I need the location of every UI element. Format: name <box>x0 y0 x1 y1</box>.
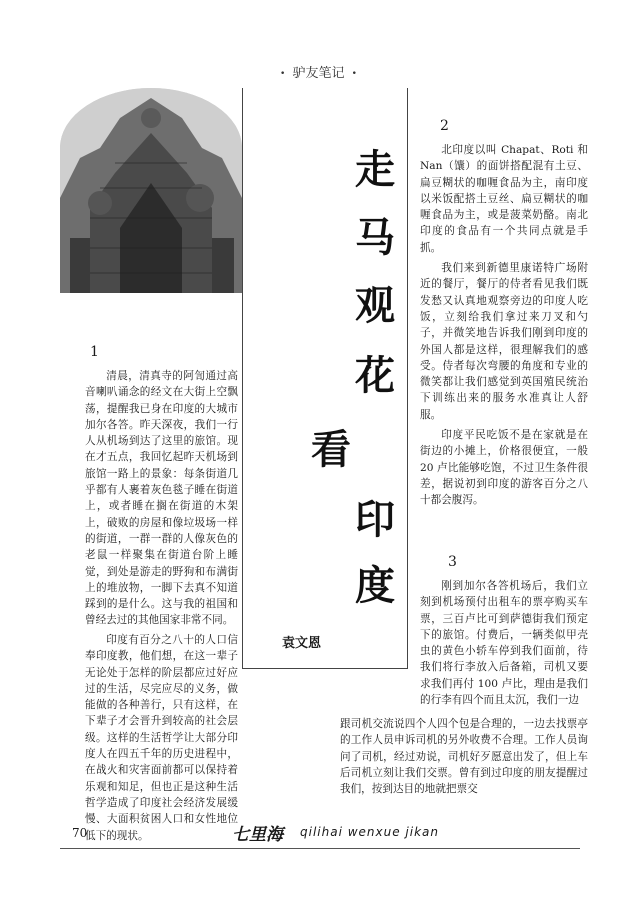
section3-text <box>420 578 588 708</box>
header-dot: • <box>351 68 357 79</box>
section-number: 3 <box>448 554 457 570</box>
title-char: 度 <box>355 563 395 609</box>
title-char: 走 <box>355 147 395 193</box>
title-char: 马 <box>355 215 395 261</box>
title-char: 印 <box>355 497 395 543</box>
paragraph: 跟司机交流说四个人四个包是合理的，一边去找票亭的工作人员申诉司机的另外收费不合理。工作人员询问了司机，经过劝说，司机好歹愿意出发了，但上车后司机立刻让我们交票。曾有到过印度的朋友提醒过我们，按到达目的地就把票交 <box>340 718 588 796</box>
title-panel <box>242 88 408 669</box>
title-char: 看 <box>311 427 351 473</box>
paragraph: 印度平民吃饭不是在家就是在街边的小摊上，价格很便宜，一般 20 卢比能够吃饱，不过卫生条件很差，据说初到印度的游客百分之八十都会腹泻。 <box>420 429 588 507</box>
section-number: 1 <box>90 344 99 360</box>
header-dot: • <box>280 68 286 79</box>
temple-photo <box>60 88 242 293</box>
temple-illustration <box>60 88 242 293</box>
section-number: 2 <box>440 118 449 134</box>
title-char: 观 <box>355 283 395 329</box>
paragraph: 清晨，清真寺的阿訇通过高音喇叭诵念的经文在大街上空飘荡，提醒我已身在印度的大城市加尔各答。昨天深夜，我们一行人从机场到达了这里的旅馆。现在才五点，我回忆起昨天机场到旅馆一路上的景象：每条街道几乎都有人裹着灰色毯子睡在街道上，或者睡在搁在街道的木架上，破败的房屋和像垃圾场一样的街道，一群一群的人像灰色的老鼠一样聚集在街道台阶上睡觉，到处是游走的野狗和布满街上的堆放物，一脚下去真不知道踩到的是什么。这与我的祖国和曾经去过的其他国家非常不同。 <box>85 370 238 627</box>
paragraph: 刚到加尔各答机场后，我们立刻到机场预付出租车的票亭购买车票，三百卢比可到萨德街我们预定下的旅馆。付费后，一辆类似甲壳虫的黄色小轿车停到我们面前，待我们将行李放入后备箱，司机又要求我们再付 100 卢比，理由是我们的行李有四个而且太沉，我们一边 <box>420 580 588 707</box>
title-char: 花 <box>355 353 395 399</box>
page-number: 70 <box>72 826 88 840</box>
section2-text <box>420 142 588 509</box>
magazine-logo: 七里海 <box>232 825 283 845</box>
column-label: 驴友笔记 <box>292 66 345 81</box>
paragraph: 北印度以叫 Chapat、Roti 和 Nan（馕）的面饼搭配混有土豆、扁豆糊状的咖喱食品为主，南印度以米饭配搭土豆丝、扁豆糊状的咖喱食品为主，或是菠菜奶酪。南北印度的食品有一个共同点就是手抓。 <box>420 144 588 254</box>
section1-text-lower <box>85 632 238 844</box>
section1-text-upper <box>85 368 238 629</box>
author-name: 袁文恩 <box>282 636 322 651</box>
paragraph: 我们来到新德里康诺特广场附近的餐厅，餐厅的侍者看见我们既发愁又认真地观察旁边的印度人吃饭，立刻给我们拿过来刀叉和勺子，并微笑地告诉我们刚到印度的外国人都是这样，很理解我们的感受。侍者每次弯腰的角度和专业的微笑都让我们感觉到英国殖民统治下训练出来的服务水准真让人舒服。 <box>420 262 588 421</box>
footer-rule <box>60 848 580 849</box>
column-header <box>0 62 637 81</box>
section3-text-cont <box>340 716 588 797</box>
magazine-subtitle: qilihai wenxue jikan <box>300 825 440 839</box>
paragraph: 印度有百分之八十的人口信奉印度教，他们想，在这一辈子无论处于怎样的阶层都应过好应过的生活，尽完应尽的义务，做能做的各种善行，只有这样，在下辈子才会晋升到较高的社会层级。这样的生活哲学让大部分印度人在四五千年的历史进程中，在战火和灾害面前都可以保持着乐观和知足，但也正是这种生活哲学造成了印度社会经济发展缓慢、大面积贫困人口和女性地位低下的现状。 <box>85 634 238 842</box>
